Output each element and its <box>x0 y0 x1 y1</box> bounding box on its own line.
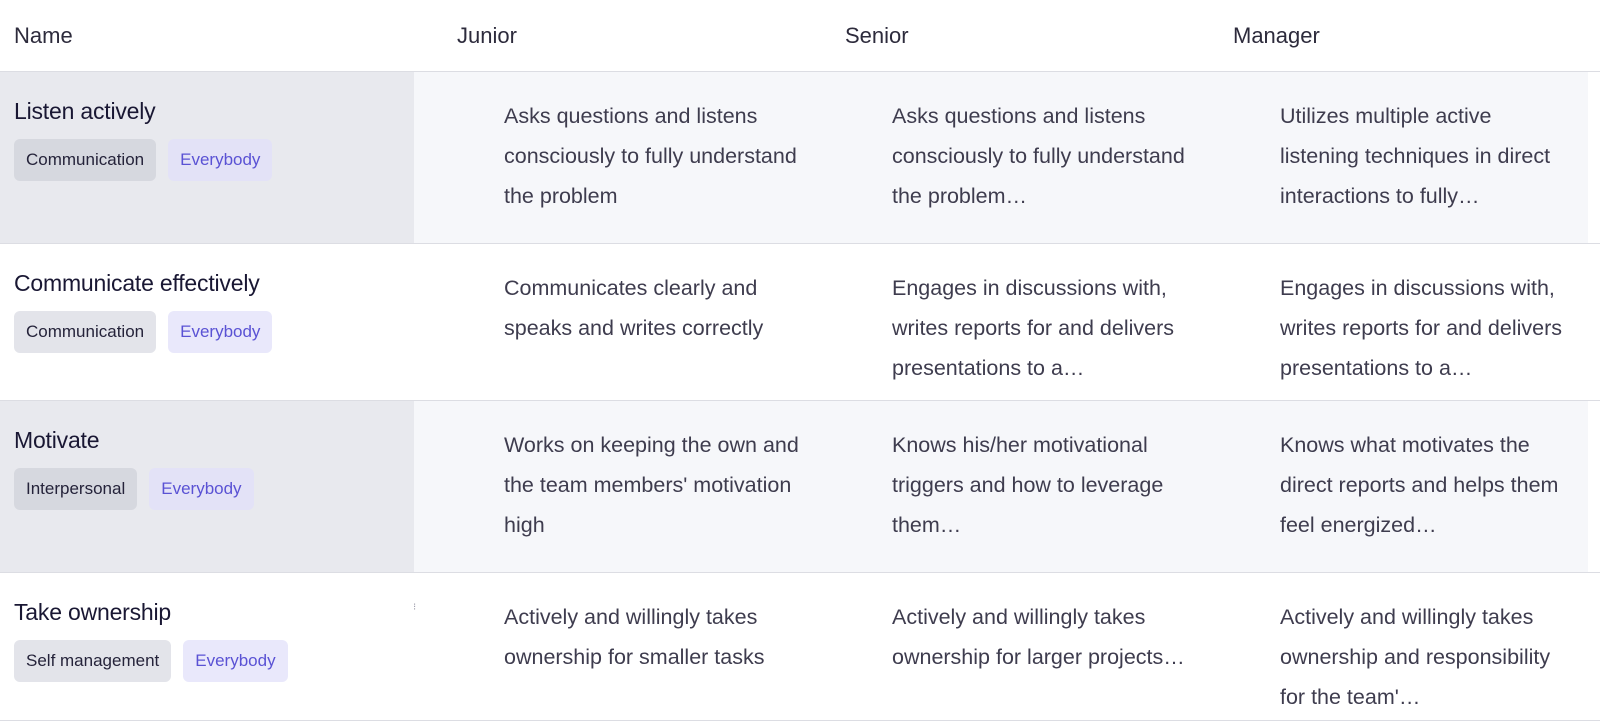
junior-description: Asks questions and listens consciously to fully understand the problem <box>504 104 797 208</box>
cell-spacer <box>414 244 442 400</box>
table-row[interactable] <box>0 244 1600 401</box>
manager-cell[interactable] <box>1218 401 1588 572</box>
junior-description: Actively and willingly takes ownership for smaller tasks <box>504 605 765 669</box>
manager-description: Engages in discussions with, writes reports for and delivers presentations to a… <box>1280 276 1562 380</box>
senior-description: Actively and willingly takes ownership for larger projects… <box>892 605 1185 669</box>
manager-description: Knows what motivates the direct reports and helps them feel energized… <box>1280 433 1559 537</box>
senior-cell[interactable] <box>830 401 1218 572</box>
senior-cell[interactable] <box>830 573 1218 720</box>
skill-name-cell[interactable] <box>0 573 417 720</box>
manager-cell[interactable] <box>1218 573 1588 720</box>
category-tag[interactable]: Communication <box>14 139 156 181</box>
manager-cell[interactable] <box>1218 72 1588 243</box>
cell-spacer <box>414 401 442 572</box>
junior-cell[interactable] <box>442 244 830 400</box>
skill-title[interactable]: Communicate effectively <box>14 270 260 296</box>
audience-tag[interactable]: Everybody <box>168 311 272 353</box>
skill-title[interactable]: Motivate <box>14 427 100 453</box>
senior-description: Knows his/her motivational triggers and how to leverage them… <box>892 433 1164 537</box>
category-tag[interactable]: Self management <box>14 640 171 682</box>
senior-cell[interactable] <box>830 72 1218 243</box>
skill-tags <box>14 468 414 510</box>
column-header-senior[interactable]: Senior <box>845 22 909 48</box>
cell-spacer <box>414 573 442 720</box>
skill-title[interactable]: Take ownership <box>14 599 172 625</box>
audience-tag[interactable]: Everybody <box>183 640 287 682</box>
junior-cell[interactable] <box>442 573 830 720</box>
category-tag[interactable]: Interpersonal <box>14 468 137 510</box>
column-header-junior[interactable]: Junior <box>457 22 517 48</box>
drag-handle-icon[interactable]: ⁝ <box>413 602 417 613</box>
junior-description: Communicates clearly and speaks and writes correctly <box>504 276 764 340</box>
category-tag[interactable]: Communication <box>14 311 156 353</box>
skill-name-cell[interactable] <box>0 401 414 572</box>
senior-description: Asks questions and listens consciously to fully understand the problem… <box>892 104 1185 208</box>
skill-name-cell[interactable] <box>0 72 414 243</box>
junior-cell[interactable] <box>442 401 830 572</box>
table-row[interactable] <box>0 72 1600 244</box>
senior-cell[interactable] <box>830 244 1218 400</box>
manager-cell[interactable] <box>1218 244 1588 400</box>
skill-tags <box>14 311 414 353</box>
skill-tags <box>14 139 414 181</box>
junior-description: Works on keeping the own and the team members' motivation high <box>504 433 799 537</box>
cell-spacer <box>414 72 442 243</box>
manager-description: Utilizes multiple active listening techniques in direct interactions to fully… <box>1280 104 1551 208</box>
audience-tag[interactable]: Everybody <box>149 468 253 510</box>
table-row[interactable] <box>0 573 1600 721</box>
table-row[interactable] <box>0 401 1600 573</box>
senior-description: Engages in discussions with, writes reports for and delivers presentations to a… <box>892 276 1174 380</box>
manager-description: Actively and willingly takes ownership and responsibility for the team'… <box>1280 605 1551 709</box>
junior-cell[interactable] <box>442 72 830 243</box>
table-header <box>0 0 1600 72</box>
column-header-name[interactable]: Name <box>14 22 73 48</box>
skill-tags <box>14 640 414 682</box>
skill-name-cell[interactable] <box>0 244 414 400</box>
column-header-manager[interactable]: Manager <box>1233 22 1320 48</box>
audience-tag[interactable]: Everybody <box>168 139 272 181</box>
skill-title[interactable]: Listen actively <box>14 98 156 124</box>
